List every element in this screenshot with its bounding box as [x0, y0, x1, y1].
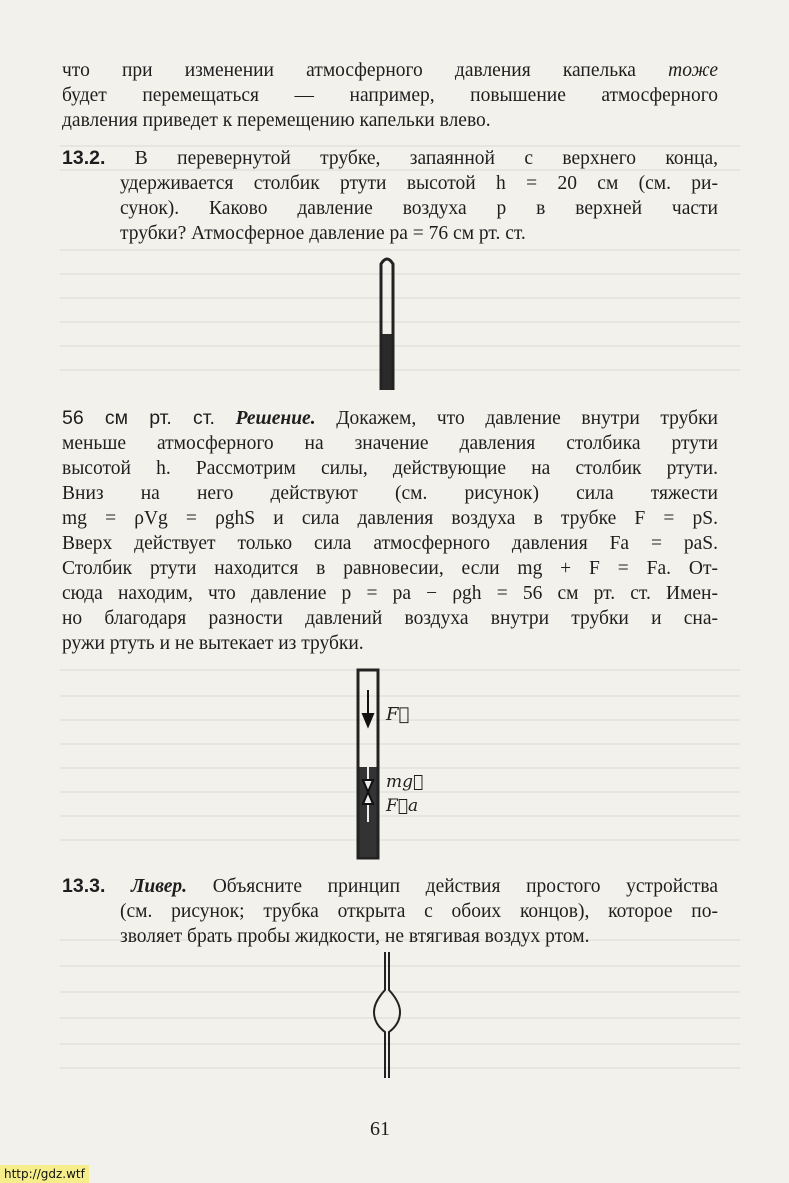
problem-13-3-line-2: (см. рисунок; трубка открыта с обоих концов), которое по-	[120, 901, 718, 922]
answer-value: 56 см рт. ст.	[62, 407, 215, 429]
solution-heading: Решение.	[235, 408, 316, 429]
arrow-f-head	[363, 714, 373, 726]
intro-line-1: что при изменении атмосферного давления капелька тоже	[62, 60, 718, 81]
problem-13-3	[62, 874, 718, 949]
solution-line-3: высотой h. Рассмотрим силы, действующие на столбик ртути.	[62, 458, 718, 479]
intro-emphasis: тоже	[668, 60, 718, 81]
intro-line-2: будет перемещаться — например, повышение атмосферного	[62, 85, 718, 106]
solution-line-1: 56 см рт. ст. Решение. Докажем, что давление внутри трубки	[62, 407, 718, 429]
problem-13-2	[62, 146, 718, 246]
problem-13-3-title: Ливер.	[131, 876, 188, 897]
solution-line-6: Вверх действует только сила атмосферного давления Fа = pаS.	[62, 533, 718, 554]
problem-13-2-line-4: трубки? Атмосферное давление pа = 76 см рт. ст.	[120, 223, 526, 244]
problem-13-3-number: 13.3.	[62, 875, 106, 897]
intro-line-3: давления приведет к перемещению капельки влево.	[62, 110, 491, 131]
source-label[interactable]: http://gdz.wtf	[0, 1165, 89, 1183]
label-force-mg: mg⃗	[386, 772, 424, 792]
solution-line-9: но благодаря разности давлений воздуха внутри трубки и сна-	[62, 608, 718, 629]
page-number: 61	[370, 1118, 390, 1140]
label-force-f: F⃗	[386, 704, 410, 725]
liver-drawing	[370, 950, 404, 1080]
problem-13-3-line-1: 13.3. Ливер. Объясните принцип действия простого устройства	[62, 875, 719, 897]
solution-13-2	[62, 406, 718, 656]
solution-line-7: Столбик ртути находится в равновесии, если mg + F = Fа. От-	[62, 558, 718, 579]
problem-13-2-number: 13.2.	[62, 147, 106, 169]
intro-paragraph	[62, 58, 718, 133]
inverted-tube-drawing	[372, 252, 402, 394]
solution-line-8: сюда находим, что давление p = pа − ρgh = 56 см рт. ст. Имен-	[62, 583, 718, 604]
mercury-column	[383, 334, 392, 390]
solution-line-5: mg = ρVg = ρghS и сила давления воздуха в трубке F = pS.	[62, 508, 718, 529]
figure-inverted-tube	[372, 252, 402, 394]
solution-line-2: меньше атмосферного на значение давления столбика ртути	[62, 433, 718, 454]
problem-13-2-line-1: 13.2. В перевернутой трубке, запаянной с верхнего конца,	[62, 147, 718, 169]
problem-13-2-line-2: удерживается столбик ртути высотой h = 20 см (см. ри-	[120, 173, 718, 194]
figure-liver	[370, 950, 404, 1080]
label-force-fa: F⃗а	[386, 796, 419, 816]
solution-line-10: ружи ртуть и не вытекает из трубки.	[62, 633, 364, 654]
problem-13-3-line-3: зволяет брать пробы жидкости, не втягивая воздух ртом.	[120, 926, 590, 947]
figure-forces	[350, 662, 460, 860]
forces-tube-drawing	[350, 662, 460, 860]
problem-13-2-line-3: сунок). Каково давление воздуха p в верхней части	[120, 198, 718, 219]
solution-line-4: Вниз на него действуют (см. рисунок) сила тяжести	[62, 483, 718, 504]
